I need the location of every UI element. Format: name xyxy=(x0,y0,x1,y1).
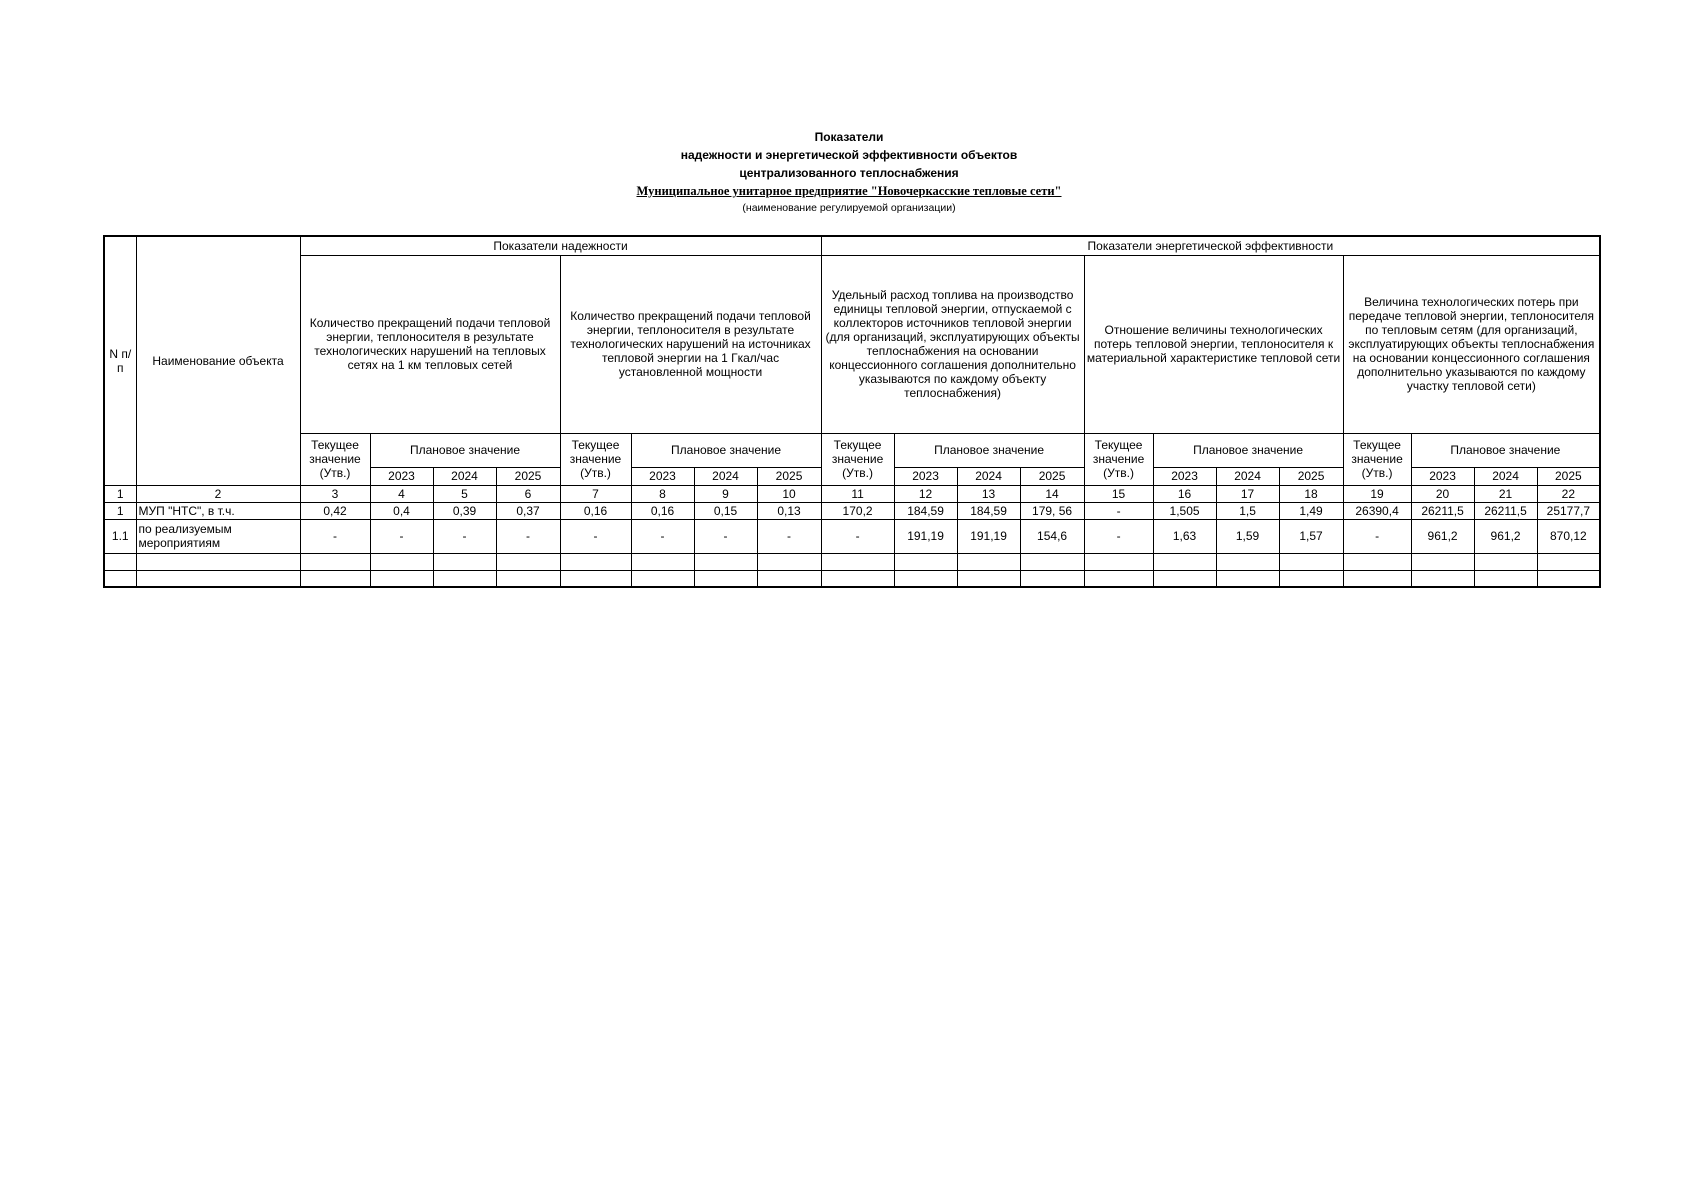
table-cell xyxy=(1411,553,1474,570)
table-cell: - xyxy=(694,519,757,553)
table-cell: 1,5 xyxy=(1216,502,1279,519)
table-cell xyxy=(1411,570,1474,587)
table-cell xyxy=(1153,570,1216,587)
table-cell: 961,2 xyxy=(1411,519,1474,553)
column-number-cell: 3 xyxy=(300,485,370,502)
column-number-cell: 8 xyxy=(631,485,694,502)
table-cell xyxy=(1084,570,1153,587)
table-cell: 191,19 xyxy=(957,519,1020,553)
table-cell: - xyxy=(370,519,433,553)
indicator-header-3: Удельный расход топлива на производство единицы тепловой энергии, отпускаемой с коллекторов источников тепловой энергии (для организаций, эксплуатирующих объекты теплоснабжения на основании концессионного соглашения дополнительно указываются по каждому объекту теплоснабжения) xyxy=(821,255,1084,433)
column-number-cell: 16 xyxy=(1153,485,1216,502)
group-reliability-header: Показатели надежности xyxy=(300,236,821,255)
table-cell: 26211,5 xyxy=(1474,502,1537,519)
year-header: 2025 xyxy=(1020,467,1084,485)
current-value-header: Текущее значение (Утв.) xyxy=(560,433,631,485)
table-cell xyxy=(1343,553,1411,570)
year-header: 2023 xyxy=(1153,467,1216,485)
table-cell xyxy=(757,553,821,570)
table-cell: - xyxy=(1084,502,1153,519)
table-cell xyxy=(560,570,631,587)
year-header: 2023 xyxy=(1411,467,1474,485)
column-number-cell: 12 xyxy=(894,485,957,502)
table-cell: - xyxy=(560,519,631,553)
year-header: 2024 xyxy=(957,467,1020,485)
column-number-cell: 4 xyxy=(370,485,433,502)
year-header: 2025 xyxy=(1279,467,1343,485)
planned-value-header: Плановое значение xyxy=(631,433,821,467)
table-cell xyxy=(1279,570,1343,587)
table-cell: - xyxy=(757,519,821,553)
table-cell: 184,59 xyxy=(894,502,957,519)
column-number-cell: 9 xyxy=(694,485,757,502)
table-cell xyxy=(1216,570,1279,587)
indicators-table xyxy=(103,235,1601,588)
column-number-cell: 5 xyxy=(433,485,496,502)
table-cell: 191,19 xyxy=(894,519,957,553)
table-cell xyxy=(1343,570,1411,587)
table-cell: - xyxy=(631,519,694,553)
table-row xyxy=(104,519,1600,553)
column-number-cell: 15 xyxy=(1084,485,1153,502)
table-cell xyxy=(300,570,370,587)
table-cell: - xyxy=(433,519,496,553)
table-cell: 1,59 xyxy=(1216,519,1279,553)
column-number-row xyxy=(104,485,1600,502)
table-cell: - xyxy=(1084,519,1153,553)
object-name-cell: МУП "НТС", в т.ч. xyxy=(136,502,300,519)
table-cell: 154,6 xyxy=(1020,519,1084,553)
table-cell: 0,39 xyxy=(433,502,496,519)
document-header xyxy=(0,128,1698,216)
planned-value-header: Плановое значение xyxy=(1411,433,1600,467)
table-cell xyxy=(1020,553,1084,570)
table-cell xyxy=(433,570,496,587)
table-cell xyxy=(1153,553,1216,570)
table-cell: 170,2 xyxy=(821,502,894,519)
table-cell xyxy=(694,553,757,570)
table-cell: 0,16 xyxy=(631,502,694,519)
table-cell xyxy=(694,570,757,587)
table-cell xyxy=(1216,553,1279,570)
table-cell xyxy=(757,570,821,587)
year-header: 2024 xyxy=(694,467,757,485)
table-cell xyxy=(496,553,560,570)
indicator-header-2: Количество прекращений подачи тепловой энергии, теплоносителя в результате технологических нарушений на источниках тепловой энергии на 1 Гкал/час установленной мощности xyxy=(560,255,821,433)
table-cell: 0,42 xyxy=(300,502,370,519)
table-cell xyxy=(560,553,631,570)
table-cell xyxy=(104,553,136,570)
planned-value-header: Плановое значение xyxy=(370,433,560,467)
table-cell xyxy=(1020,570,1084,587)
table-cell xyxy=(1474,553,1537,570)
table-cell: 25177,7 xyxy=(1537,502,1600,519)
table-cell xyxy=(1537,570,1600,587)
table-cell: 961,2 xyxy=(1474,519,1537,553)
indicator-header-5: Величина технологических потерь при передаче тепловой энергии, теплоносителя по тепловым сетям (для организаций, эксплуатирующих объекты теплоснабжения на основании концессионного соглашения дополнительно указываются по каждому участку тепловой сети) xyxy=(1343,255,1600,433)
current-value-header: Текущее значение (Утв.) xyxy=(821,433,894,485)
table-cell xyxy=(370,570,433,587)
indicator-header-4: Отношение величины технологических потерь тепловой энергии, теплоносителя к материальной характеристике тепловой сети xyxy=(1084,255,1343,433)
title-line-2: надежности и энергетической эффективности объектов xyxy=(680,148,1018,162)
table-cell: - xyxy=(300,519,370,553)
table-cell xyxy=(433,553,496,570)
table-cell: 1 xyxy=(104,502,136,519)
table-cell: - xyxy=(1343,519,1411,553)
current-value-header: Текущее значение (Утв.) xyxy=(1084,433,1153,485)
column-number-cell: 7 xyxy=(560,485,631,502)
table-cell: 0,4 xyxy=(370,502,433,519)
column-number-cell: 19 xyxy=(1343,485,1411,502)
table-cell xyxy=(496,570,560,587)
table-cell xyxy=(894,553,957,570)
table-cell xyxy=(821,570,894,587)
table-cell: 26211,5 xyxy=(1411,502,1474,519)
table-cell xyxy=(631,570,694,587)
table-cell: 1,63 xyxy=(1153,519,1216,553)
table-cell xyxy=(370,553,433,570)
indicator-header-1: Количество прекращений подачи тепловой энергии, теплоносителя в результате технологических нарушений на тепловых сетях на 1 км тепловых сетей xyxy=(300,255,560,433)
table-cell: 0,15 xyxy=(694,502,757,519)
title-line-1: Показатели xyxy=(814,130,884,144)
organization-note: (наименование регулируемой организации) xyxy=(742,202,956,214)
year-header: 2025 xyxy=(496,467,560,485)
year-header: 2023 xyxy=(631,467,694,485)
table-cell xyxy=(1537,553,1600,570)
year-header: 2024 xyxy=(433,467,496,485)
table-cell: 0,13 xyxy=(757,502,821,519)
table-cell xyxy=(894,570,957,587)
column-number-cell: 11 xyxy=(821,485,894,502)
table-cell: 1.1 xyxy=(104,519,136,553)
group-efficiency-header: Показатели энергетической эффективности xyxy=(821,236,1600,255)
column-number-cell: 18 xyxy=(1279,485,1343,502)
year-header: 2025 xyxy=(757,467,821,485)
table-body xyxy=(104,485,1600,587)
planned-value-header: Плановое значение xyxy=(1153,433,1343,467)
table-cell xyxy=(631,553,694,570)
table-cell: 184,59 xyxy=(957,502,1020,519)
table-cell xyxy=(300,553,370,570)
column-number-cell: 6 xyxy=(496,485,560,502)
column-number-cell: 20 xyxy=(1411,485,1474,502)
year-header: 2024 xyxy=(1216,467,1279,485)
title-line-3: централизованного теплоснабжения xyxy=(739,166,959,180)
table-cell: 1,505 xyxy=(1153,502,1216,519)
column-number-cell: 1 xyxy=(104,485,136,502)
planned-value-header: Плановое значение xyxy=(894,433,1084,467)
table-cell xyxy=(957,553,1020,570)
column-number-cell: 2 xyxy=(136,485,300,502)
object-name-cell xyxy=(136,553,300,570)
table-row xyxy=(104,502,1600,519)
year-header: 2024 xyxy=(1474,467,1537,485)
current-value-header: Текущее значение (Утв.) xyxy=(1343,433,1411,485)
table-row xyxy=(104,570,1600,587)
table-row xyxy=(104,553,1600,570)
current-value-header: Текущее значение (Утв.) xyxy=(300,433,370,485)
table-cell: - xyxy=(821,519,894,553)
column-number-cell: 17 xyxy=(1216,485,1279,502)
organization-name: Муниципальное унитарное предприятие "Новочеркасские тепловые сети" xyxy=(636,184,1062,198)
column-number-cell: 21 xyxy=(1474,485,1537,502)
column-number-cell: 22 xyxy=(1537,485,1600,502)
table-cell xyxy=(957,570,1020,587)
year-header: 2023 xyxy=(370,467,433,485)
year-header: 2023 xyxy=(894,467,957,485)
table-cell: 0,16 xyxy=(560,502,631,519)
column-number-cell: 14 xyxy=(1020,485,1084,502)
column-number-cell: 10 xyxy=(757,485,821,502)
table-cell: 179, 56 xyxy=(1020,502,1084,519)
table-cell: 1,49 xyxy=(1279,502,1343,519)
col-name-header: Наименование объекта xyxy=(136,236,300,485)
table-cell: 26390,4 xyxy=(1343,502,1411,519)
col-n-header: N п/п xyxy=(104,236,136,485)
table-cell: - xyxy=(496,519,560,553)
table-cell xyxy=(1279,553,1343,570)
year-header: 2025 xyxy=(1537,467,1600,485)
table-cell: 870,12 xyxy=(1537,519,1600,553)
table-cell xyxy=(1084,553,1153,570)
object-name-cell: по реализуемым мероприятиям xyxy=(136,519,300,553)
table-cell xyxy=(1474,570,1537,587)
table-cell xyxy=(821,553,894,570)
table-cell: 1,57 xyxy=(1279,519,1343,553)
column-number-cell: 13 xyxy=(957,485,1020,502)
table-cell: 0,37 xyxy=(496,502,560,519)
object-name-cell xyxy=(136,570,300,587)
table-cell xyxy=(104,570,136,587)
